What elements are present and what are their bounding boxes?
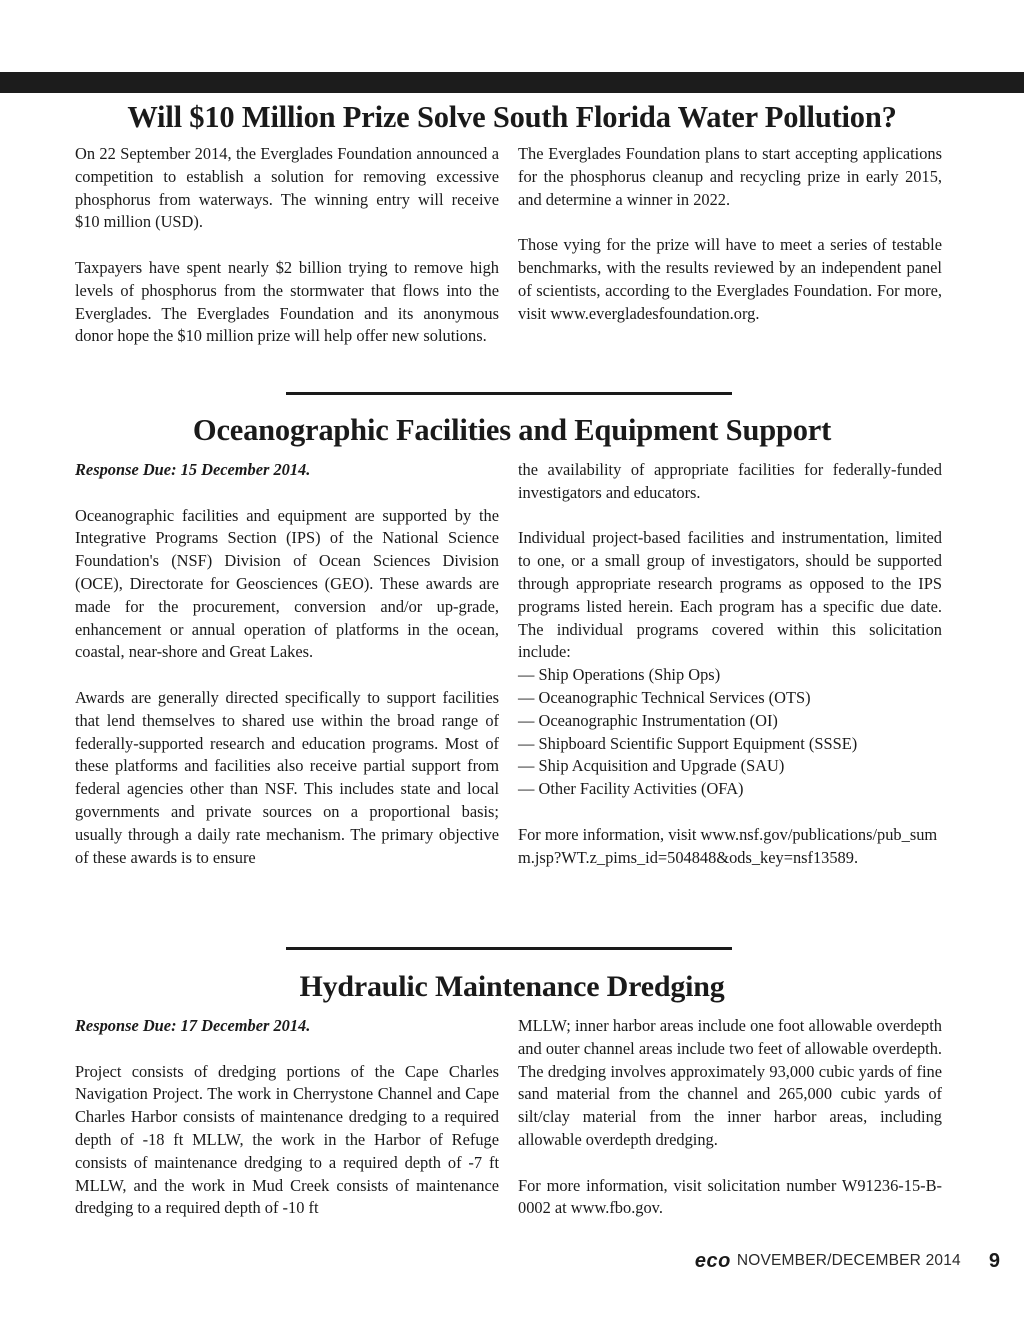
paragraph: MLLW; inner harbor areas include one foot allowable overdepth and outer channel areas include two feet of allowable overdepth. The dredging involves approximately 93,000 cubic yards of fine sand material from the channel and 265,000 cubic yards of silt/clay material from the inner harbor areas, including allowable overdepth dredging. bbox=[518, 1016, 942, 1149]
response-due: Response Due: 17 December 2014. bbox=[75, 1016, 311, 1035]
article-title-everglades-prize: Will $10 Million Prize Solve South Florida Water Pollution? bbox=[127, 100, 897, 134]
paragraph: Awards are generally directed specifically to support facilities that lend themselves to shared use within the broad range of federally-supported research and education programs. Most of these platforms and facilities also receive partial support from federal agencies other than NSF. This includes state and local governments and private sources on a proportional basis; usually through a daily rate mechanism. The primary objective of these awards is to ensure bbox=[75, 687, 499, 867]
article-everglades-left-column bbox=[75, 143, 499, 348]
article-everglades-right-column bbox=[518, 143, 942, 325]
page-footer bbox=[620, 1249, 1000, 1273]
list-item: — Ship Acquisition and Upgrade (SAU) bbox=[518, 756, 785, 776]
article-dredging-right-column bbox=[518, 1015, 942, 1220]
article-oceanographic-left-column bbox=[75, 459, 499, 869]
paragraph: On 22 September 2014, the Everglades Foundation announced a competition to establish a solution for removing excessive phosphorus from waterways. The winning entry will receive $10 million (USD). bbox=[75, 144, 499, 232]
program-list bbox=[518, 664, 942, 801]
issue-date: NOVEMBER/DECEMBER 2014 bbox=[736, 1252, 961, 1269]
paragraph: Taxpayers have spent nearly $2 billion trying to remove high levels of phosphorus from the stormwater that flows into the Everglades. The Everglades Foundation and its anonymous donor hope the $10 million prize will help offer new solutions. bbox=[75, 257, 499, 346]
article-dredging-left-column bbox=[75, 1015, 499, 1220]
paragraph: The Everglades Foundation plans to start accepting applications for the phosphorus cleanup and recycling prize in early 2015, and determine a winner in 2022. bbox=[518, 144, 942, 209]
paragraph: Project consists of dredging portions of the Cape Charles Navigation Project. The work in Cherrystone Channel and Cape Charles Harbor consists of maintenance dredging to a required depth of -18 ft MLLW, the work in the Harbor of Refuge consists of maintenance dredging to a required depth of -7 ft MLLW, and the work in Mud Creek consists of maintenance dredging to a required depth of -10 ft bbox=[75, 1061, 499, 1218]
more-info-link-text: For more information, visit www.nsf.gov/publications/pub_summ.jsp?WT.z_pims_id=504848&ods_key=nsf13589. bbox=[518, 824, 938, 867]
list-item: — Ship Operations (Ship Ops) bbox=[518, 665, 721, 685]
list-item: — Oceanographic Instrumentation (OI) bbox=[518, 710, 778, 730]
header-bar bbox=[0, 72, 1024, 93]
paragraph: Individual project-based facilities and instrumentation, limited to one, or a small group of investigators, should be supported through appropriate research programs as opposed to the IPS programs listed herein. Each program has a specific due date. The individual programs covered within this solicitation include: bbox=[518, 528, 942, 662]
paragraph: Oceanographic facilities and equipment are supported by the Integrative Programs Section (IPS) of the National Science Foundation's (NSF) Division of Ocean Sciences Division (OCE), Directorate for Geosciences (GEO). These awards are made for the procurement, conversion and/or up-grade, enhancement or annual operation of platforms in the ocean, coastal, near-shore and Great Lakes. bbox=[75, 505, 499, 662]
article-title-hydraulic-dredging: Hydraulic Maintenance Dredging bbox=[299, 970, 725, 1003]
paragraph: the availability of appropriate facilities for federally-funded investigators and educators. bbox=[518, 460, 942, 502]
paragraph: For more information, visit solicitation number W91236-15-B-0002 at www.fbo.gov. bbox=[518, 1175, 942, 1218]
page-number: 9 bbox=[988, 1249, 1000, 1272]
section-divider bbox=[286, 947, 732, 950]
list-item: — Oceanographic Technical Services (OTS) bbox=[518, 687, 811, 707]
article-oceanographic-right-column bbox=[518, 459, 942, 869]
response-due: Response Due: 15 December 2014. bbox=[75, 460, 311, 479]
article-title-oceanographic-facilities: Oceanographic Facilities and Equipment Support bbox=[192, 413, 832, 447]
list-item: — Shipboard Scientific Support Equipment (SSSE) bbox=[518, 733, 858, 753]
magazine-logo: eco bbox=[694, 1249, 731, 1272]
paragraph: Those vying for the prize will have to meet a series of testable benchmarks, with the results reviewed by an independent panel of scientists, according to the Everglades Foundation. For more, visit www.evergladesfoundation.org. bbox=[518, 235, 942, 323]
section-divider bbox=[286, 392, 732, 395]
list-item: — Other Facility Activities (OFA) bbox=[518, 779, 744, 799]
